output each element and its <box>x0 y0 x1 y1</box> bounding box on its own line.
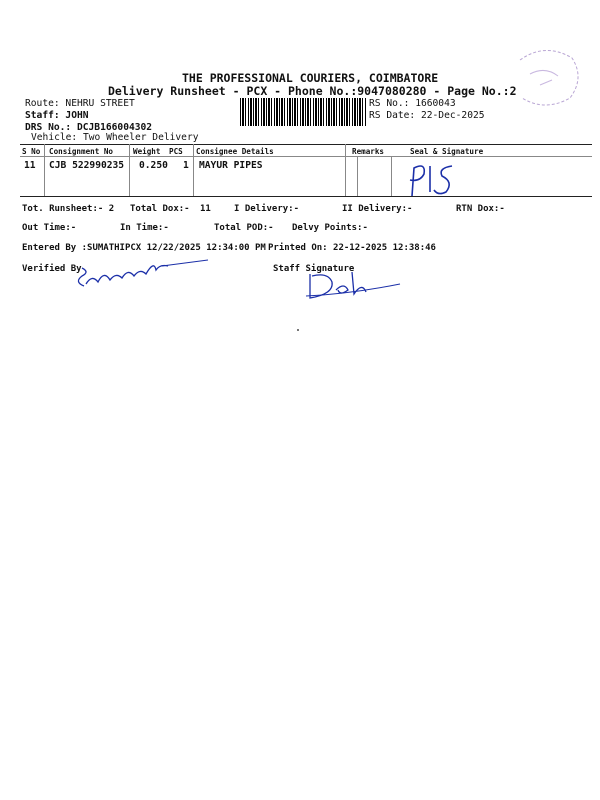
total-dox-value: 11 <box>200 204 211 214</box>
staff-label: Staff: JOHN <box>25 110 89 121</box>
out-time: Out Time:- <box>22 223 77 233</box>
verified-by-label: Verified By <box>22 264 82 274</box>
header-remarks: Remarks <box>352 147 385 156</box>
header-pcs: PCS <box>169 147 183 156</box>
header-seal-signature: Seal & Signature <box>410 147 484 156</box>
staff-signature-label: Staff Signature <box>273 264 355 274</box>
verified-signature <box>70 256 215 298</box>
cell-s-no: 11 <box>24 160 36 171</box>
entered-by: Entered By :SUMATHIPCX 12/22/2025 12:34:00 PM <box>22 243 266 253</box>
staff-signature <box>300 268 405 304</box>
drs-number: DRS No.: DCJB166004302 <box>25 122 153 133</box>
stray-mark <box>297 329 299 331</box>
header-consignee-details: Consignee Details <box>196 147 274 156</box>
route-label: Route: NEHRU STREET <box>25 98 135 109</box>
i-delivery: I Delivery:- <box>234 204 300 214</box>
receiver-signature <box>400 160 470 200</box>
header-consignment-no: Consignment No <box>49 147 114 156</box>
rs-date: RS Date: 22-Dec-2025 <box>369 110 485 121</box>
in-time: In Time:- <box>120 223 169 233</box>
vehicle-label: Vehicle: Two Wheeler Delivery <box>31 132 199 143</box>
header-s-no: S No <box>22 147 41 156</box>
cell-consignment-no: CJB 522990235 <box>49 160 125 171</box>
header-weight: Weight <box>133 147 161 156</box>
runsheet-subtitle: Delivery Runsheet - PCX - Phone No.:9047080280 - Page No.:2 <box>108 84 517 98</box>
cell-weight: 0.250 <box>139 160 168 171</box>
total-pod: Total POD:- <box>214 223 274 233</box>
delvy-points: Delvy Points:- <box>292 223 368 233</box>
barcode <box>240 98 366 126</box>
printed-on: Printed On: 22-12-2025 12:38:46 <box>268 243 436 253</box>
rs-number: RS No.: 1660043 <box>369 98 456 109</box>
total-dox: Total Dox:- <box>130 204 190 214</box>
tot-runsheet: Tot. Runsheet:- 2 <box>22 204 115 214</box>
stamp-mark <box>500 40 590 115</box>
company-title: THE PROFESSIONAL COURIERS, COIMBATORE <box>182 71 439 85</box>
cell-pcs: 1 <box>183 160 189 171</box>
cell-consignee: MAYUR PIPES <box>199 160 263 171</box>
ii-delivery: II Delivery:- <box>342 204 413 214</box>
rtn-dox: RTN Dox:- <box>456 204 505 214</box>
